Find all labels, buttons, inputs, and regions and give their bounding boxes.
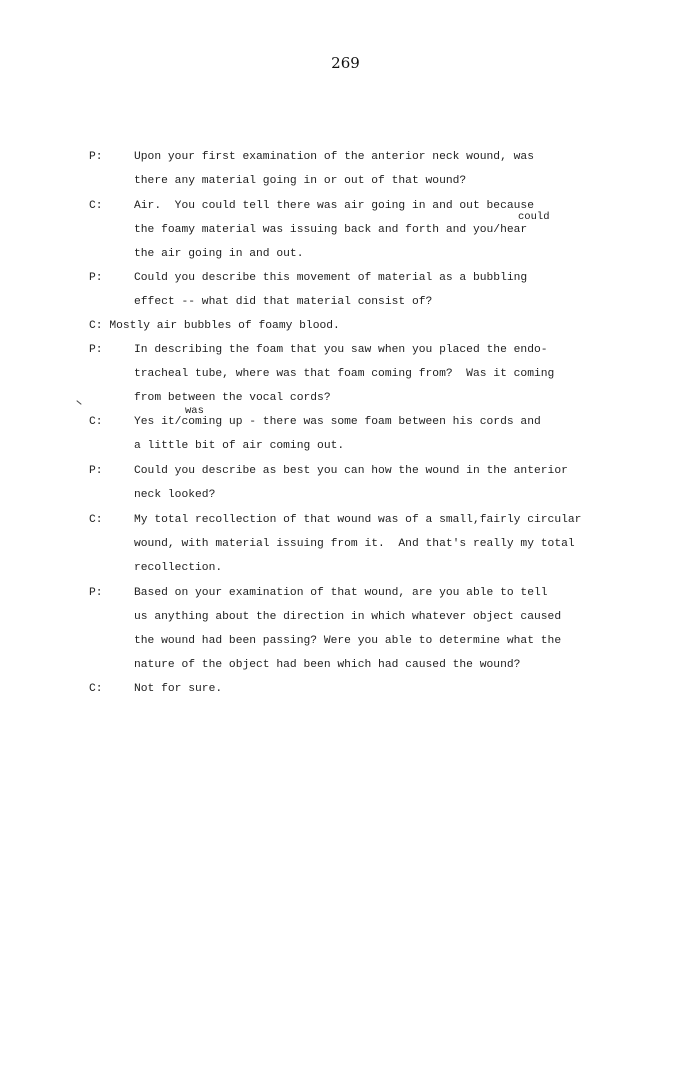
tick-mark — [76, 400, 81, 405]
transcript-line: us anything about the direction in which whatever object caused — [134, 611, 562, 623]
transcript-line: Could you describe as best you can how the wound in the anterior — [134, 465, 568, 477]
speaker-label: P: — [89, 587, 103, 599]
transcript-line: the foamy material was issuing back and forth and you/hear — [134, 224, 528, 236]
speaker-label: P: — [89, 272, 103, 284]
transcript-line: Upon your first examination of the anterior neck wound, was — [134, 151, 534, 163]
transcript-line: Yes it/coming up - there was some foam between his cords and — [134, 416, 541, 428]
transcript-line: Not for sure. — [134, 683, 223, 695]
speaker-label: C: — [89, 200, 103, 212]
transcript-line: effect -- what did that material consist of? — [134, 296, 433, 308]
transcript-line: C: Mostly air bubbles of foamy blood. — [89, 320, 340, 332]
transcript-line: In describing the foam that you saw when you placed the endo- — [134, 344, 548, 356]
transcript-line: nature of the object had been which had caused the wound? — [134, 659, 521, 671]
transcript-line: the air going in and out. — [134, 248, 304, 260]
transcript-line: recollection. — [134, 562, 223, 574]
speaker-label: P: — [89, 465, 103, 477]
transcript-line: My total recollection of that wound was of a small,fairly circular — [134, 514, 582, 526]
transcript-line: from between the vocal cords? — [134, 392, 331, 404]
speaker-label: P: — [89, 344, 103, 356]
transcript-line: Air. You could tell there was air going in and out because — [134, 200, 534, 212]
speaker-label: P: — [89, 151, 103, 163]
handwritten-insertion: was — [185, 405, 204, 417]
transcript-line: wound, with material issuing from it. And that's really my total — [134, 538, 575, 550]
transcript-line: the wound had been passing? Were you able to determine what the — [134, 635, 562, 647]
transcript-line: Based on your examination of that wound, are you able to tell — [134, 587, 548, 599]
transcript-line: a little bit of air coming out. — [134, 440, 345, 452]
transcript-line: there any material going in or out of that wound? — [134, 175, 467, 187]
speaker-label: C: — [89, 683, 103, 695]
transcript-line: neck looked? — [134, 489, 216, 501]
handwritten-insertion: could — [518, 211, 550, 223]
transcript-line: tracheal tube, where was that foam coming from? Was it coming — [134, 368, 555, 380]
transcript-line: Could you describe this movement of material as a bubbling — [134, 272, 528, 284]
page-number: 269 — [331, 54, 360, 72]
speaker-label: C: — [89, 416, 103, 428]
speaker-label: C: — [89, 514, 103, 526]
